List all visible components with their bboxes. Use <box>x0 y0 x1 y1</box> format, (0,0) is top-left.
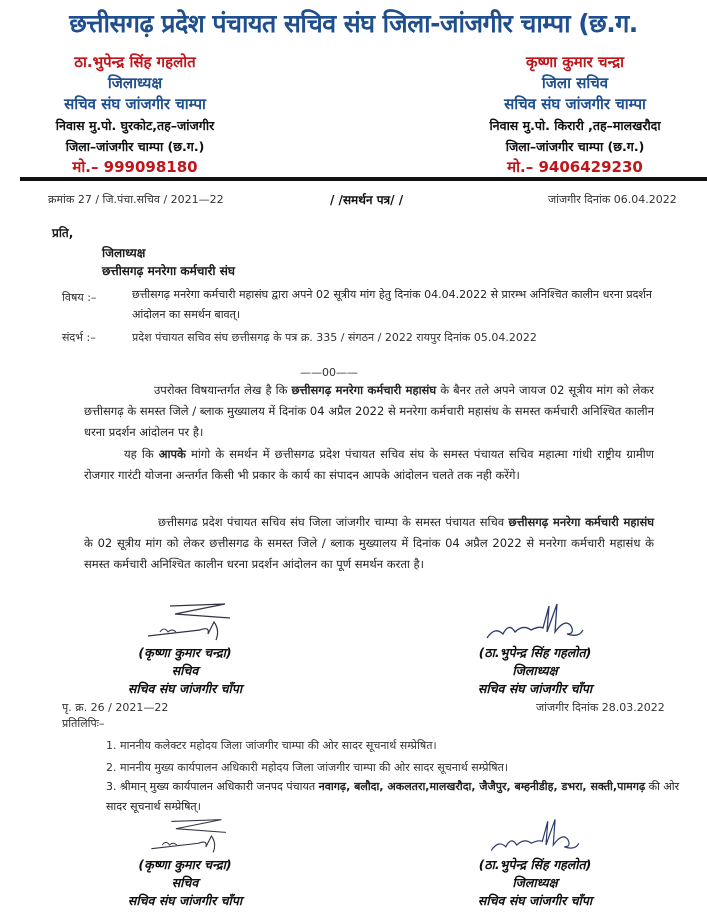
secretary-sign-role-copy: सचिव <box>171 875 199 890</box>
secretary-name: कृष्णा कुमार चन्द्रा <box>525 53 625 71</box>
copy-item-3-bold: नवागढ़, बलौदा, अकलतरा,मालखरौदा, जैजैपुर, बम्हनीडीह, डभरा, सक्ती,पामगढ़ <box>318 780 646 793</box>
president-org: सचिव संघ जांजगीर चाम्पा <box>64 95 206 113</box>
para3-bold: छत्तीसगढ़ मनरेगा कर्मचारी महासंघ <box>508 515 655 529</box>
para2-text-c: मांगो के समर्थन में छत्तीसगढ प्रदेश पंचायत सचिव संघ के समस्त पंचायत सचिव महात्मा गांधी राष्ट्रीय ग्रामीण रोजगार गारंटी योजना अन्तर्गत किसी भी प्रकार के कार्य का संपादन आपके आंदोलन चलते तक नही करेंगे। <box>84 447 654 482</box>
secretary-signature-image <box>130 600 240 644</box>
copy-label: प्रतिलिपिः– <box>62 717 105 730</box>
president-role: जिलाध्यक्ष <box>107 74 163 92</box>
secretary-address-line2: जिला–जांजगीर चाम्पा (छ.ग.) <box>505 139 645 154</box>
president-signature-image-copy <box>475 814 595 856</box>
copy-ref-number: पृ. क्र. 26 / 2021—22 <box>62 701 169 714</box>
letter-heading: / /समर्थन पत्र/ / <box>330 193 404 207</box>
president-name: ठा.भुपेन्द्र सिंह गहलोत <box>74 53 196 71</box>
signature-block-secretary <box>70 600 300 698</box>
secretary-sign-org-copy: सचिव संघ जांजगीर चाँपा <box>127 893 243 908</box>
copy-item-3 <box>106 777 686 817</box>
secretary-sign-name-copy: (कृष्णा कुमार चन्द्रा) <box>138 857 232 872</box>
letterhead-right-contact <box>460 52 690 178</box>
para1-bold: छत्तीसगढ़ मनरेगा कर्मचारी महासंघ <box>291 383 437 397</box>
reference-label: संदर्भ :– <box>62 331 96 344</box>
president-sign-role: जिलाध्यक्ष <box>512 663 558 678</box>
subject-label: विषय :– <box>62 291 97 304</box>
recipient-line1: जिलाध्यक्ष <box>102 246 146 260</box>
secretary-org: सचिव संघ जांजगीर चाम्पा <box>504 95 646 113</box>
copy-item-3-text-c: की ओर सादर सूचनार्थ सम्प्रेषित्। <box>106 780 680 813</box>
para3-text-c: के 02 सूत्रीय मांग को लेकर छत्तीसगढ के समस्त जिले / ब्लाक मुख्यालय में दिनांक 04 अप्रैल 2022 से मनरेगा कर्मचारी महासंध के समस्त कर्मचारी अनिश्चित कालीन धरना प्रदर्शन आंदोलन का पूर्ण समर्थन करता है। <box>84 536 654 571</box>
subject-text: छत्तीसगढ़ मनरेगा कर्मचारी महासंघ द्वारा अपने 02 सूत्रीय मांग हेतु दिनांक 04.04.2022 से प्रारम्भ अनिश्चित कालीन धरना प्रदर्शन आंदोलन का समर्थन बावत्। <box>132 288 652 321</box>
secretary-sign-name: (कृष्णा कुमार चन्द्रा) <box>138 645 232 660</box>
para1-text-a: उपरोक्त विषयान्तर्गत लेख है कि <box>154 383 292 397</box>
president-signature-image <box>475 598 595 644</box>
copy-item-2: 2. माननीय मुख्य कार्यपालन अधिकारी महोदय जिला जांजगीर चाम्पा की ओर सादर सूचनार्थ सम्प्रेषित। <box>106 761 509 774</box>
signature-block-president <box>420 598 650 698</box>
recipient-label: प्रति, <box>52 226 74 240</box>
letter-date: जांजगीर दिनांक 06.04.2022 <box>548 193 677 206</box>
para1-text-c: के बैनर तले अपने जायज 02 सूत्रीय मांग को लेकर छत्तीसगढ़ के समस्त जिले / ब्लाक मुख्यालय में दिनांक 04 अप्रैल 2022 से मनरेगा कर्मचारी महासंध के समस्त कर्मचारी अनिश्चित कालीन धरना प्रदर्शन आंदोलन पर है। <box>84 383 655 439</box>
president-sign-org: सचिव संघ जांजगीर चाँपा <box>477 681 593 696</box>
president-sign-org-copy: सचिव संघ जांजगीर चाँपा <box>477 893 593 908</box>
president-sign-role-copy: जिलाध्यक्ष <box>512 875 558 890</box>
body-paragraph-3 <box>84 512 654 575</box>
secretary-phone: मो.– 9406429230 <box>507 158 643 176</box>
president-sign-name: (ठा.भुपेन्द्र सिंह गहलोत) <box>478 645 592 660</box>
copy-item-1: 1. माननीय कलेक्टर महोदय जिला जांजगीर चाम्पा की ओर सादर सूचनार्थ सम्प्रेषित। <box>106 739 437 752</box>
signature-block-secretary-copy <box>70 816 300 910</box>
para2-text-a: यह कि <box>124 447 159 461</box>
president-address-line2: जिला–जांजगीर चाम्पा (छ.ग.) <box>65 139 205 154</box>
secretary-sign-org: सचिव संघ जांजगीर चाँपा <box>127 681 243 696</box>
para3-text-a: छत्तीसगढ प्रदेश पंचायत सचिव संघ जिला जांजगीर चाम्पा के समस्त पंचायत सचिव <box>158 515 509 529</box>
para2-bold: आपके <box>158 447 186 461</box>
copy-item-3-text-a: 3. श्रीमान् मुख्य कार्यपालन अधिकारी जनपद पंचायत <box>106 780 319 793</box>
president-sign-name-copy: (ठा.भुपेन्द्र सिंह गहलोत) <box>478 857 592 872</box>
secretary-signature-image-copy <box>130 816 240 856</box>
letterhead-left-contact <box>20 52 250 178</box>
president-phone: मो.– 999098180 <box>72 158 198 176</box>
section-separator: ——00—— <box>300 366 358 379</box>
secretary-role: जिला सचिव <box>541 74 609 92</box>
secretary-address-line1: निवास मु.पो. किरारी ,तह–मालखरौदा <box>489 118 661 133</box>
body-paragraph-1 <box>84 380 654 443</box>
secretary-sign-role: सचिव <box>171 663 199 678</box>
letterhead-title: छत्तीसगढ़ प्रदेश पंचायत सचिव संघ जिला-जांजगीर चाम्पा (छ.ग. <box>69 9 638 38</box>
copy-date: जांजगीर दिनांक 28.03.2022 <box>536 701 665 714</box>
header-divider <box>20 177 707 181</box>
president-address-line1: निवास मु.पो. घुरकोट,तह–जांजगीर <box>55 118 215 133</box>
body-paragraph-2 <box>84 444 654 486</box>
reference-text: प्रदेश पंचायत सचिव संघ छत्तीसगढ़ के पत्र क्र. 335 / संगठन / 2022 रायपुर दिनांक 05.04.2022 <box>132 331 537 344</box>
letter-ref-number: क्रमांक 27 / जि.पंचा.सचिव / 2021—22 <box>48 193 224 206</box>
recipient-line2: छत्तीसगढ़ मनरेगा कर्मचारी संघ <box>102 264 235 278</box>
signature-block-president-copy <box>420 814 650 910</box>
